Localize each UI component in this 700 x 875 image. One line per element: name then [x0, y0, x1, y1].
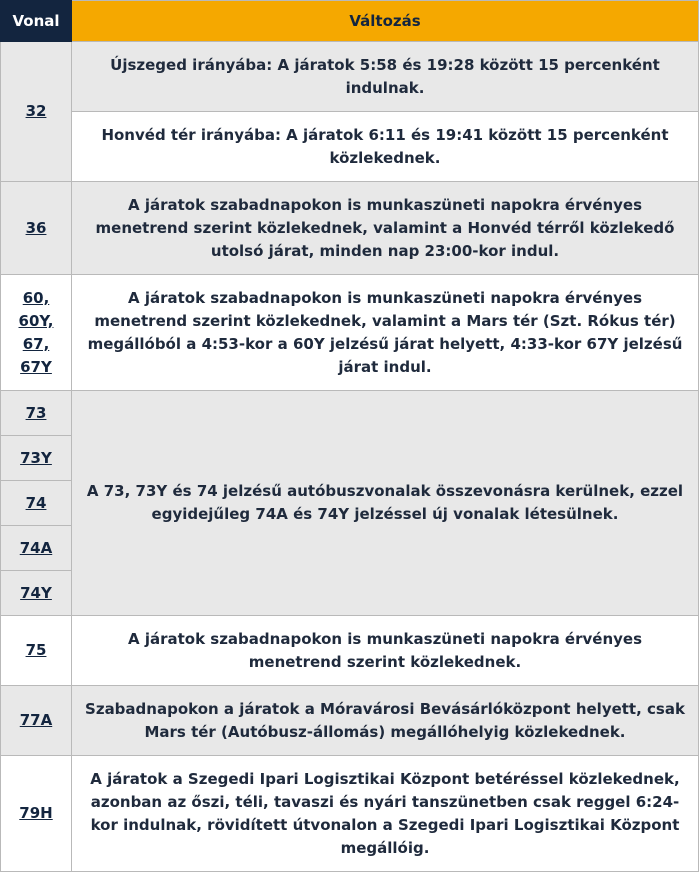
line-cell [1, 526, 72, 571]
header-change: Változás [72, 1, 699, 42]
change-cell: A járatok a Szegedi Ipari Logisztikai Központ betéréssel közlekednek, azonban az őszi, téli, tavaszi és nyári tanszünetben csak reggel 6:24-kor indulnak, rövidített útvonalon a Szegedi Ipari Logisztikai Központ megállóig. [72, 756, 699, 872]
header-line: Vonal [1, 1, 72, 42]
change-cell: Szabadnapokon a járatok a Móravárosi Bevásárlóközpont helyett, csak Mars tér (Autóbusz-állomás) megállóhelyig közlekednek. [72, 686, 699, 756]
line-cell [1, 686, 72, 756]
table-row [1, 42, 699, 112]
line-link-67y[interactable]: 67Y [20, 357, 52, 376]
line-link-77a[interactable]: 77A [19, 711, 53, 729]
line-link-67[interactable]: 67, [22, 334, 50, 353]
line-link-32[interactable]: 32 [25, 102, 47, 120]
line-link-75[interactable]: 75 [25, 641, 47, 659]
table-row [1, 112, 699, 182]
line-link-60[interactable]: 60, [22, 288, 50, 307]
line-link-73[interactable]: 73 [25, 403, 47, 422]
line-cell [1, 275, 72, 391]
table-row [1, 391, 699, 436]
line-cell [1, 481, 72, 526]
table-row [1, 756, 699, 872]
line-link-79h[interactable]: 79H [19, 804, 53, 822]
change-cell: A járatok szabadnapokon is munkaszüneti napokra érvényes menetrend szerint közlekednek, valamint a Mars tér (Szt. Rókus tér) megállóból a 4:53-kor a 60Y jelzésű járat helyett, 4:33-kor 67Y jelzésű járat indul. [72, 275, 699, 391]
change-cell: Honvéd tér irányába: A járatok 6:11 és 19:41 között 15 percenként közlekednek. [72, 112, 699, 182]
line-cell [1, 571, 72, 616]
line-link-74[interactable]: 74 [25, 493, 47, 512]
change-cell: Újszeged irányába: A járatok 5:58 és 19:28 között 15 percenként indulnak. [72, 42, 699, 112]
line-cell [1, 616, 72, 686]
change-cell: A járatok szabadnapokon is munkaszüneti napokra érvényes menetrend szerint közlekednek, valamint a Honvéd térről közlekedő utolsó járat, minden nap 23:00-kor indul. [72, 182, 699, 275]
line-cell [1, 182, 72, 275]
table-row [1, 616, 699, 686]
line-cell [1, 42, 72, 182]
line-link-73y[interactable]: 73Y [20, 448, 52, 467]
line-cell [1, 391, 72, 436]
table-row [1, 275, 699, 391]
change-cell: A 73, 73Y és 74 jelzésű autóbuszvonalak összevonásra kerülnek, ezzel egyidejűleg 74A és 74Y jelzéssel új vonalak létesülnek. [72, 391, 699, 616]
line-cell [1, 756, 72, 872]
header-row [1, 1, 699, 42]
table-row [1, 182, 699, 275]
line-link-36[interactable]: 36 [25, 218, 47, 237]
line-link-60y[interactable]: 60Y, [18, 311, 54, 330]
line-cell [1, 436, 72, 481]
table-row [1, 686, 699, 756]
change-cell: A járatok szabadnapokon is munkaszüneti napokra érvényes menetrend szerint közlekednek. [72, 616, 699, 686]
line-link-74a[interactable]: 74A [19, 538, 53, 557]
line-link-74y[interactable]: 74Y [20, 583, 52, 602]
